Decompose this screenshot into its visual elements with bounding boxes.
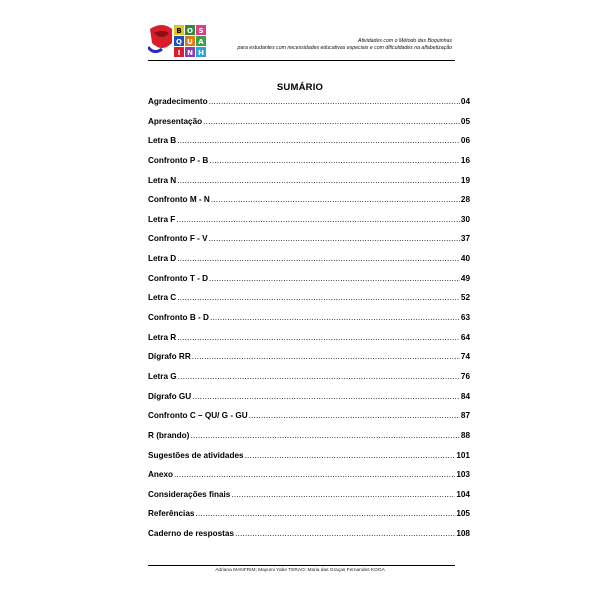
toc-entry[interactable]: [148, 451, 470, 471]
toc-entry-label: Confronto F - V: [148, 234, 208, 244]
toc-entry[interactable]: [148, 176, 470, 196]
logo-letter: B: [176, 27, 182, 35]
logo-letter: I: [177, 49, 181, 57]
toc-entry-page: 52: [460, 293, 470, 303]
toc-dot-leader: [177, 176, 460, 185]
toc-entry[interactable]: [148, 293, 470, 313]
toc-entry-label: R (brando): [148, 430, 190, 440]
toc-entry-page: 19: [460, 175, 470, 185]
toc-entry[interactable]: [148, 195, 470, 215]
toc-entry[interactable]: [148, 313, 470, 333]
toc-entry[interactable]: [148, 392, 470, 412]
toc-entry-page: 28: [460, 195, 470, 205]
toc-dot-leader: [235, 529, 455, 538]
toc-dot-leader: [209, 97, 460, 106]
header-line-1: Atividades com o Método das Boquinhas: [357, 38, 452, 44]
toc-entry-label: Considerações finais: [148, 489, 231, 499]
footer-divider: [148, 565, 455, 566]
toc-entry-label: Referências: [148, 509, 195, 519]
toc-entry-label: Confronto B - D: [148, 313, 209, 323]
toc-entry-label: Anexo: [148, 470, 174, 480]
toc-dot-leader: [209, 156, 460, 165]
toc-entry[interactable]: [148, 156, 470, 176]
toc-entry-page: 04: [460, 97, 470, 106]
toc-entry-label: Caderno de respostas: [148, 529, 234, 539]
toc-dot-leader: [192, 392, 460, 401]
header-divider: [148, 60, 455, 61]
toc-dot-leader: [249, 411, 460, 420]
toc-dot-leader: [190, 431, 460, 440]
toc-entry-label: Letra G: [148, 371, 177, 381]
toc-entry-label: Dígrafo RR: [148, 352, 191, 362]
toc-entry[interactable]: [148, 372, 470, 392]
toc-entry[interactable]: [148, 352, 470, 372]
toc-entry-label: Confronto T - D: [148, 273, 209, 283]
logo-letter: Q: [176, 38, 182, 46]
toc-entry-label: Letra N: [148, 175, 177, 185]
table-of-contents: [148, 97, 470, 549]
toc-entry-page: 16: [460, 155, 470, 165]
toc-entry-page: 37: [460, 234, 470, 244]
toc-entry[interactable]: [148, 431, 470, 451]
toc-entry-label: Letra C: [148, 293, 177, 303]
logo-letter: S: [198, 27, 204, 35]
toc-entry-page: 108: [456, 529, 470, 539]
toc-entry[interactable]: [148, 254, 470, 274]
toc-entry-label: Letra F: [148, 214, 176, 224]
toc-entry[interactable]: [148, 470, 470, 490]
toc-dot-leader: [177, 333, 460, 342]
toc-entry-label: Dígrafo GU: [148, 391, 192, 401]
toc-entry-page: 64: [460, 332, 470, 342]
toc-entry[interactable]: [148, 529, 470, 549]
toc-dot-leader: [178, 372, 460, 381]
toc-entry-page: 06: [460, 136, 470, 146]
toc-entry-page: 105: [456, 509, 470, 519]
toc-dot-leader: [192, 352, 460, 361]
toc-entry-page: 05: [460, 116, 470, 126]
toc-entry[interactable]: [148, 411, 470, 431]
toc-entry-label: Apresentação: [148, 116, 203, 126]
toc-entry-page: 40: [460, 254, 470, 264]
toc-entry-label: Confronto P - B: [148, 155, 209, 165]
toc-entry[interactable]: [148, 333, 470, 353]
toc-dot-leader: [177, 136, 460, 145]
toc-entry-page: 74: [460, 352, 470, 362]
toc-entry[interactable]: [148, 97, 470, 117]
toc-dot-leader: [203, 117, 460, 126]
toc-entry-label: Letra D: [148, 254, 177, 264]
footer-authors: Adriana MANFRIM; Mayumi Yabe TERAO; Maria das Graças Fernandes KOGA: [215, 568, 385, 573]
toc-dot-leader: [211, 195, 460, 204]
toc-entry-page: 30: [460, 214, 470, 224]
toc-entry-page: 84: [460, 391, 470, 401]
toc-entry-page: 101: [456, 450, 470, 460]
toc-entry[interactable]: [148, 234, 470, 254]
logo-letter: N: [187, 49, 193, 57]
toc-dot-leader: [210, 313, 460, 322]
logo-letter: A: [198, 38, 204, 46]
toc-entry-label: Letra R: [148, 332, 177, 342]
toc-entry[interactable]: [148, 117, 470, 137]
toc-dot-leader: [209, 274, 460, 283]
toc-dot-leader: [245, 451, 456, 460]
toc-entry-page: 49: [460, 273, 470, 283]
toc-entry[interactable]: [148, 136, 470, 156]
page-title: SUMÁRIO: [276, 82, 324, 93]
toc-dot-leader: [209, 234, 460, 243]
toc-entry-label: Sugestões de atividades: [148, 450, 244, 460]
toc-entry[interactable]: [148, 274, 470, 294]
header-text: [237, 38, 452, 52]
toc-dot-leader: [177, 293, 460, 302]
toc-entry-label: Agradecimento: [148, 97, 208, 106]
toc-entry-page: 63: [460, 313, 470, 323]
toc-dot-leader: [177, 254, 460, 263]
toc-dot-leader: [231, 490, 455, 499]
toc-entry-page: 87: [460, 411, 470, 421]
toc-entry-page: 88: [460, 430, 470, 440]
logo-letter: H: [198, 49, 204, 57]
toc-entry-label: Letra B: [148, 136, 177, 146]
toc-entry-label: Confronto M - N: [148, 195, 210, 205]
toc-entry-label: Confronto C – QU/ G - GU: [148, 411, 248, 421]
header-line-2: para estudantes com necessidades educativas especiais e com dificuldades na alfabetização: [237, 45, 452, 51]
toc-entry-page: 104: [456, 489, 470, 499]
toc-entry[interactable]: [148, 509, 470, 529]
boquinhas-logo: [148, 19, 210, 63]
toc-entry[interactable]: [148, 215, 470, 235]
toc-dot-leader: [174, 470, 455, 479]
toc-entry-page: 76: [460, 371, 470, 381]
logo-letter: O: [187, 27, 193, 35]
toc-entry-page: 103: [456, 470, 470, 480]
logo-letter: U: [187, 38, 193, 46]
toc-entry[interactable]: [148, 490, 470, 510]
toc-dot-leader: [176, 215, 460, 224]
toc-dot-leader: [195, 509, 455, 518]
